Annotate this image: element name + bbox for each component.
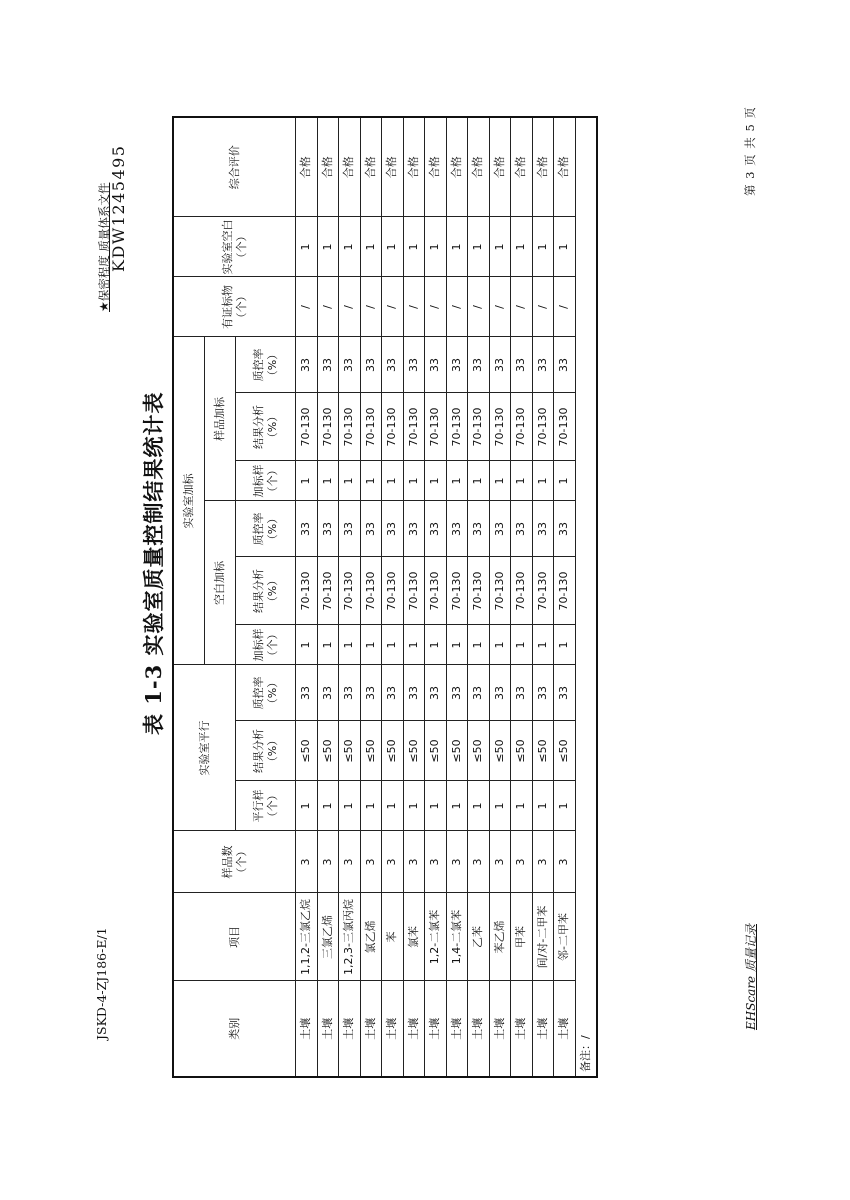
cell-parallel-samples: 1 — [468, 781, 490, 831]
cell-sample-count: 3 — [511, 831, 533, 893]
cell-sample-spike-result: 70-130 — [425, 393, 447, 461]
cell-sample-spike-result: 70-130 — [360, 393, 382, 461]
cell-parallel-qc-rate: 33 — [446, 665, 468, 721]
cell-blank-spike-result: 70-130 — [339, 557, 361, 625]
cell-sample-spike-qc-rate: 33 — [489, 337, 511, 393]
cell-evaluation: 合格 — [532, 117, 554, 217]
cell-sample-count: 3 — [554, 831, 576, 893]
cell-parallel-result: ≤50 — [403, 721, 425, 781]
cell-parallel-result: ≤50 — [339, 721, 361, 781]
cell-parallel-result: ≤50 — [468, 721, 490, 781]
cell-parallel-qc-rate: 33 — [296, 665, 318, 721]
table-row — [425, 117, 447, 1077]
header-crm: 有证标物（个） — [173, 277, 296, 337]
cell-parallel-samples: 1 — [511, 781, 533, 831]
cell-evaluation: 合格 — [425, 117, 447, 217]
cell-item: 甲苯 — [511, 893, 533, 981]
table-row — [554, 117, 576, 1077]
cell-sample-count: 3 — [425, 831, 447, 893]
cell-crm: / — [489, 277, 511, 337]
cell-blank-spike-qc-rate: 33 — [446, 501, 468, 557]
cell-sample-spike-result: 70-130 — [468, 393, 490, 461]
cell-blank-spike-result: 70-130 — [403, 557, 425, 625]
cell-sample-spike-qc-rate: 33 — [296, 337, 318, 393]
cell-parallel-samples: 1 — [360, 781, 382, 831]
table-row — [489, 117, 511, 1077]
cell-blank-spike-samples: 1 — [382, 625, 404, 665]
header-blank-spike-result: 结果分析（%） — [236, 557, 296, 625]
cell-lab-blank: 1 — [360, 217, 382, 277]
cell-evaluation: 合格 — [382, 117, 404, 217]
cell-lab-blank: 1 — [403, 217, 425, 277]
cell-sample-spike-result: 70-130 — [532, 393, 554, 461]
cell-sample-spike-samples: 1 — [339, 461, 361, 501]
cell-category: 土壤 — [468, 981, 490, 1077]
header-sample-spike-samples: 加标样（个） — [236, 461, 296, 501]
cell-sample-spike-samples: 1 — [403, 461, 425, 501]
cell-blank-spike-samples: 1 — [532, 625, 554, 665]
cell-category: 土壤 — [554, 981, 576, 1077]
cell-crm: / — [468, 277, 490, 337]
cell-blank-spike-qc-rate: 33 — [554, 501, 576, 557]
table-row — [446, 117, 468, 1077]
cell-item: 邻-二甲苯 — [554, 893, 576, 981]
header-parallel-samples: 平行样（个） — [236, 781, 296, 831]
cell-sample-spike-qc-rate: 33 — [425, 337, 447, 393]
cell-parallel-result: ≤50 — [554, 721, 576, 781]
cell-item: 三氯乙烯 — [317, 893, 339, 981]
cell-blank-spike-result: 70-130 — [532, 557, 554, 625]
cell-parallel-qc-rate: 33 — [360, 665, 382, 721]
cell-blank-spike-samples: 1 — [296, 625, 318, 665]
cell-crm: / — [554, 277, 576, 337]
cell-sample-spike-result: 70-130 — [511, 393, 533, 461]
cell-item: 1,4-二氯苯 — [446, 893, 468, 981]
cell-lab-blank: 1 — [425, 217, 447, 277]
cell-item: 氯乙烯 — [360, 893, 382, 981]
cell-parallel-result: ≤50 — [532, 721, 554, 781]
cell-parallel-samples: 1 — [339, 781, 361, 831]
cell-parallel-samples: 1 — [382, 781, 404, 831]
table-title: 表 1-3 实验室质量控制结果统计表 — [141, 391, 166, 735]
header-parallel-qc-rate: 质控率（%） — [236, 665, 296, 721]
cell-sample-count: 3 — [339, 831, 361, 893]
cell-blank-spike-qc-rate: 33 — [339, 501, 361, 557]
cell-category: 土壤 — [382, 981, 404, 1077]
cell-sample-spike-result: 70-130 — [403, 393, 425, 461]
star-icon: ★ — [97, 301, 111, 312]
cell-blank-spike-qc-rate: 33 — [360, 501, 382, 557]
cell-blank-spike-samples: 1 — [511, 625, 533, 665]
cell-category: 土壤 — [489, 981, 511, 1077]
cell-blank-spike-result: 70-130 — [382, 557, 404, 625]
cell-blank-spike-samples: 1 — [425, 625, 447, 665]
cell-crm: / — [446, 277, 468, 337]
cell-item: 1,1,2-三氯乙烷 — [296, 893, 318, 981]
cell-evaluation: 合格 — [489, 117, 511, 217]
cell-blank-spike-result: 70-130 — [446, 557, 468, 625]
cell-sample-spike-qc-rate: 33 — [468, 337, 490, 393]
cell-category: 土壤 — [317, 981, 339, 1077]
cell-blank-spike-samples: 1 — [489, 625, 511, 665]
header-lab-blank: 实验室空白（个） — [173, 217, 296, 277]
cell-parallel-result: ≤50 — [317, 721, 339, 781]
cell-category: 土壤 — [296, 981, 318, 1077]
cell-sample-spike-result: 70-130 — [296, 393, 318, 461]
table-row — [532, 117, 554, 1077]
cell-blank-spike-qc-rate: 33 — [317, 501, 339, 557]
cell-sample-spike-result: 70-130 — [339, 393, 361, 461]
cell-category: 土壤 — [511, 981, 533, 1077]
cell-lab-blank: 1 — [446, 217, 468, 277]
cell-lab-blank: 1 — [489, 217, 511, 277]
cell-blank-spike-samples: 1 — [360, 625, 382, 665]
cell-sample-spike-qc-rate: 33 — [446, 337, 468, 393]
header-parallel-result: 结果分析（%） — [236, 721, 296, 781]
qc-statistics-table-container — [172, 118, 592, 1078]
cell-sample-spike-samples: 1 — [554, 461, 576, 501]
cell-blank-spike-result: 70-130 — [554, 557, 576, 625]
cell-crm: / — [382, 277, 404, 337]
cell-sample-spike-qc-rate: 33 — [554, 337, 576, 393]
cell-parallel-qc-rate: 33 — [489, 665, 511, 721]
cell-parallel-samples: 1 — [425, 781, 447, 831]
cell-sample-spike-samples: 1 — [532, 461, 554, 501]
header-blank-spike: 空白加标 — [205, 501, 236, 665]
table-row — [296, 117, 318, 1077]
header-lab-spike: 实验室加标 — [173, 337, 205, 665]
cell-parallel-qc-rate: 33 — [403, 665, 425, 721]
cell-evaluation: 合格 — [360, 117, 382, 217]
cell-item: 苯 — [382, 893, 404, 981]
cell-blank-spike-result: 70-130 — [489, 557, 511, 625]
cell-sample-spike-samples: 1 — [511, 461, 533, 501]
cell-sample-spike-samples: 1 — [317, 461, 339, 501]
cell-item: 间/对-二甲苯 — [532, 893, 554, 981]
cell-lab-blank: 1 — [468, 217, 490, 277]
cell-parallel-samples: 1 — [554, 781, 576, 831]
cell-blank-spike-result: 70-130 — [425, 557, 447, 625]
cell-sample-spike-samples: 1 — [382, 461, 404, 501]
cell-evaluation: 合格 — [446, 117, 468, 217]
cell-evaluation: 合格 — [403, 117, 425, 217]
header-sample-spike-result: 结果分析（%） — [236, 393, 296, 461]
cell-sample-spike-result: 70-130 — [554, 393, 576, 461]
cell-category: 土壤 — [425, 981, 447, 1077]
cell-blank-spike-samples: 1 — [339, 625, 361, 665]
cell-evaluation: 合格 — [468, 117, 490, 217]
cell-sample-count: 3 — [468, 831, 490, 893]
table-row — [317, 117, 339, 1077]
cell-blank-spike-qc-rate: 33 — [511, 501, 533, 557]
cell-crm: / — [532, 277, 554, 337]
cell-category: 土壤 — [532, 981, 554, 1077]
cell-crm: / — [425, 277, 447, 337]
cell-item: 1,2,3-三氯丙烷 — [339, 893, 361, 981]
cell-sample-count: 3 — [296, 831, 318, 893]
cell-sample-spike-qc-rate: 33 — [403, 337, 425, 393]
cell-parallel-samples: 1 — [489, 781, 511, 831]
cell-category: 土壤 — [339, 981, 361, 1077]
document-code: JSKD-4-ZJ186-E/1 — [94, 927, 109, 1040]
cell-sample-spike-qc-rate: 33 — [317, 337, 339, 393]
cell-sample-spike-samples: 1 — [489, 461, 511, 501]
cell-lab-blank: 1 — [532, 217, 554, 277]
cell-blank-spike-qc-rate: 33 — [403, 501, 425, 557]
cell-blank-spike-result: 70-130 — [296, 557, 318, 625]
cell-category: 土壤 — [446, 981, 468, 1077]
cell-blank-spike-samples: 1 — [554, 625, 576, 665]
cell-parallel-result: ≤50 — [511, 721, 533, 781]
cell-item: 氯苯 — [403, 893, 425, 981]
cell-crm: / — [317, 277, 339, 337]
header-sample-spike: 样品加标 — [205, 337, 236, 501]
cell-crm: / — [339, 277, 361, 337]
cell-evaluation: 合格 — [511, 117, 533, 217]
cell-blank-spike-result: 70-130 — [511, 557, 533, 625]
page-number: 第 3 页 共 5 页 — [743, 106, 757, 196]
cell-sample-count: 3 — [317, 831, 339, 893]
cell-evaluation: 合格 — [339, 117, 361, 217]
cell-parallel-samples: 1 — [317, 781, 339, 831]
confidentiality-text: 保密程度 质量体系文件 — [97, 182, 111, 302]
cell-parallel-qc-rate: 33 — [532, 665, 554, 721]
cell-parallel-qc-rate: 33 — [554, 665, 576, 721]
cell-parallel-samples: 1 — [446, 781, 468, 831]
cell-evaluation: 合格 — [554, 117, 576, 217]
report-number: KDW1245495 — [109, 144, 128, 272]
cell-parallel-samples: 1 — [296, 781, 318, 831]
cell-parallel-qc-rate: 33 — [317, 665, 339, 721]
table-row — [403, 117, 425, 1077]
cell-blank-spike-qc-rate: 33 — [532, 501, 554, 557]
cell-parallel-qc-rate: 33 — [511, 665, 533, 721]
cell-blank-spike-result: 70-130 — [360, 557, 382, 625]
cell-sample-spike-samples: 1 — [360, 461, 382, 501]
cell-sample-spike-result: 70-130 — [489, 393, 511, 461]
cell-sample-spike-qc-rate: 33 — [382, 337, 404, 393]
cell-lab-blank: 1 — [554, 217, 576, 277]
cell-parallel-qc-rate: 33 — [425, 665, 447, 721]
cell-blank-spike-samples: 1 — [317, 625, 339, 665]
cell-crm: / — [296, 277, 318, 337]
cell-parallel-samples: 1 — [532, 781, 554, 831]
table-note: 备注：/ — [575, 117, 597, 1077]
cell-evaluation: 合格 — [296, 117, 318, 217]
cell-category: 土壤 — [403, 981, 425, 1077]
table-body — [296, 117, 576, 1077]
table-row — [382, 117, 404, 1077]
footer-quality-record: EHScare 质量记录 — [744, 924, 758, 1030]
cell-parallel-qc-rate: 33 — [382, 665, 404, 721]
cell-blank-spike-qc-rate: 33 — [489, 501, 511, 557]
cell-lab-blank: 1 — [339, 217, 361, 277]
cell-parallel-result: ≤50 — [425, 721, 447, 781]
cell-item: 乙苯 — [468, 893, 490, 981]
cell-item: 苯乙烯 — [489, 893, 511, 981]
cell-blank-spike-qc-rate: 33 — [382, 501, 404, 557]
cell-blank-spike-qc-rate: 33 — [296, 501, 318, 557]
cell-sample-spike-samples: 1 — [446, 461, 468, 501]
cell-sample-count: 3 — [489, 831, 511, 893]
qc-statistics-table — [172, 116, 598, 1078]
cell-sample-spike-qc-rate: 33 — [532, 337, 554, 393]
cell-blank-spike-qc-rate: 33 — [425, 501, 447, 557]
header-overall-evaluation: 综合评价 — [173, 117, 296, 217]
header-category: 类别 — [173, 981, 296, 1077]
cell-sample-spike-result: 70-130 — [382, 393, 404, 461]
header-item: 项目 — [173, 893, 296, 981]
cell-blank-spike-samples: 1 — [446, 625, 468, 665]
cell-parallel-qc-rate: 33 — [468, 665, 490, 721]
cell-blank-spike-result: 70-130 — [468, 557, 490, 625]
cell-crm: / — [360, 277, 382, 337]
table-row — [360, 117, 382, 1077]
cell-crm: / — [403, 277, 425, 337]
cell-blank-spike-samples: 1 — [468, 625, 490, 665]
table-row — [339, 117, 361, 1077]
cell-sample-count: 3 — [446, 831, 468, 893]
cell-sample-count: 3 — [403, 831, 425, 893]
table-row — [468, 117, 490, 1077]
cell-evaluation: 合格 — [317, 117, 339, 217]
header-sample-spike-qc-rate: 质控率（%） — [236, 337, 296, 393]
cell-parallel-result: ≤50 — [382, 721, 404, 781]
header-blank-spike-samples: 加标样（个） — [236, 625, 296, 665]
cell-sample-spike-result: 70-130 — [317, 393, 339, 461]
cell-sample-spike-qc-rate: 33 — [360, 337, 382, 393]
header-sample-count: 样品数（个） — [173, 831, 296, 893]
cell-sample-count: 3 — [360, 831, 382, 893]
cell-parallel-qc-rate: 33 — [339, 665, 361, 721]
cell-parallel-samples: 1 — [403, 781, 425, 831]
cell-parallel-result: ≤50 — [446, 721, 468, 781]
cell-parallel-result: ≤50 — [360, 721, 382, 781]
cell-sample-spike-result: 70-130 — [446, 393, 468, 461]
cell-sample-spike-samples: 1 — [468, 461, 490, 501]
header-lab-parallel: 实验室平行 — [173, 665, 236, 831]
table-row — [511, 117, 533, 1077]
cell-crm: / — [511, 277, 533, 337]
cell-lab-blank: 1 — [296, 217, 318, 277]
cell-blank-spike-qc-rate: 33 — [468, 501, 490, 557]
cell-sample-spike-qc-rate: 33 — [339, 337, 361, 393]
cell-sample-spike-samples: 1 — [296, 461, 318, 501]
cell-blank-spike-result: 70-130 — [317, 557, 339, 625]
header-blank-spike-qc-rate: 质控率（%） — [236, 501, 296, 557]
cell-category: 土壤 — [360, 981, 382, 1077]
cell-parallel-result: ≤50 — [296, 721, 318, 781]
cell-sample-count: 3 — [382, 831, 404, 893]
cell-blank-spike-samples: 1 — [403, 625, 425, 665]
cell-parallel-result: ≤50 — [489, 721, 511, 781]
cell-lab-blank: 1 — [382, 217, 404, 277]
cell-item: 1,2-二氯苯 — [425, 893, 447, 981]
cell-lab-blank: 1 — [511, 217, 533, 277]
cell-sample-spike-qc-rate: 33 — [511, 337, 533, 393]
cell-sample-spike-samples: 1 — [425, 461, 447, 501]
cell-lab-blank: 1 — [317, 217, 339, 277]
cell-sample-count: 3 — [532, 831, 554, 893]
